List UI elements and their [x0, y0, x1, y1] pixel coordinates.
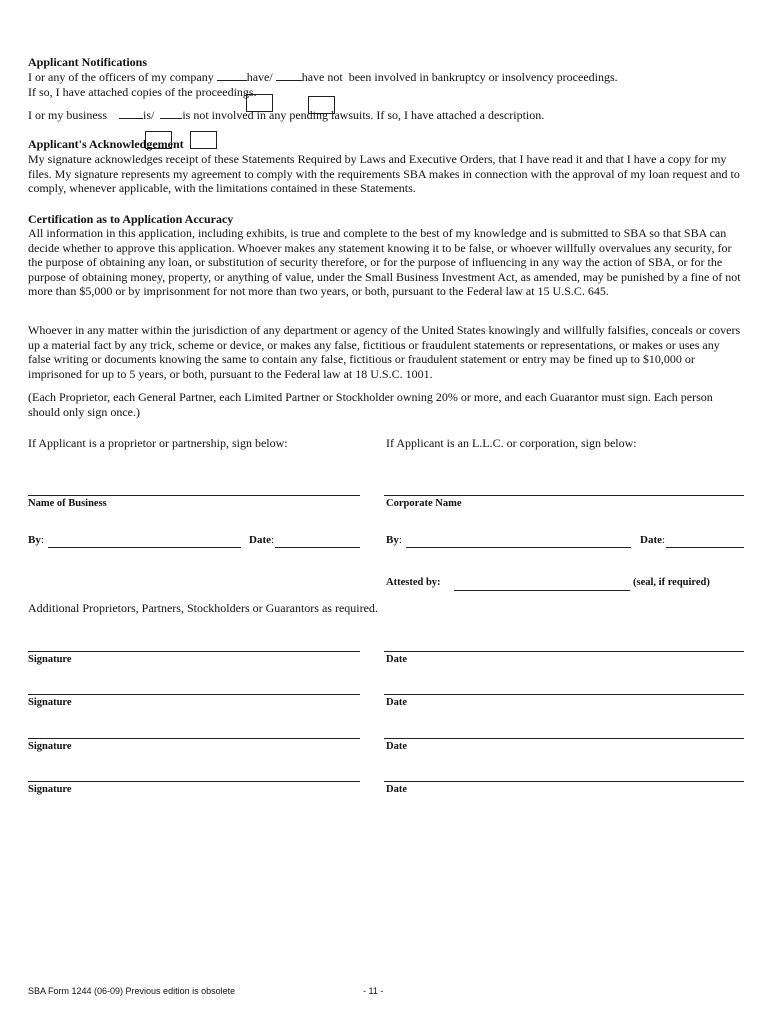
left-by-label: By:	[28, 534, 44, 546]
bankruptcy-statement	[28, 70, 618, 85]
right-by-field[interactable]	[406, 547, 631, 548]
bankruptcy-text-post: been involved in bankruptcy or insolvency proceedings.	[348, 70, 618, 84]
lawsuit-text-pre: I or my business	[28, 108, 107, 122]
signature-label-1: Signature	[28, 654, 72, 665]
acknowledgement-body: My signature acknowledges receipt of these Statements Required by Laws and Executive Orders, that I have read it and that I have a copy for my files. My signature represents my agreement to comply with the requirements SBA makes in connection with the approval of my loan request and to comply, whenever applicable, with the limitations contained in these Statements.	[28, 152, 740, 196]
left-by-field[interactable]	[48, 547, 241, 548]
corporation-intro: If Applicant is an L.L.C. or corporation, sign below:	[386, 436, 637, 450]
signature-line-1[interactable]	[28, 651, 360, 652]
additional-signers-note: Additional Proprietors, Partners, Stockholders or Guarantors as required.	[28, 601, 378, 615]
signature-line-4[interactable]	[28, 781, 360, 782]
date-line-2[interactable]	[384, 694, 744, 695]
is-not-checkbox[interactable]	[190, 131, 217, 149]
is-blank	[119, 118, 143, 119]
right-by-label: By:	[386, 534, 402, 546]
corporate-name-line[interactable]	[384, 495, 744, 496]
is-not-blank	[160, 118, 182, 119]
certification-paragraph-1: All information in this application, including exhibits, is true and complete to the best of my knowledge and is submitted to SBA so that SBA can decide whether to approve this application. Whoever makes any statement knowing it to be false, or whoever willfully overvalues any security, for the purpose of obtaining any loan, or substitution of security therefore, or for the purpose of influencing in any way the action of SBA, or for the purpose of obtaining money, property, or anything of value, under the Small Business Investment Act, as amended, may be punished by a fine of not more than $5,000 or by imprisonment for not more than two years, or both, pursuant to the Federal law at 15 U.S.C. 645.	[28, 226, 741, 299]
signature-line-2[interactable]	[28, 694, 360, 695]
attested-by-label: Attested by:	[386, 577, 441, 588]
certification-paragraph-2: Whoever in any matter within the jurisdiction of any department or agency of the United States knowingly and willfully falsifies, conceals or covers up a material fact by any trick, scheme or device, or makes any false, fictitious or fraudulent statements or representations, or makes or uses any false writing or documents knowing the same to contain any false, fictitious or fraudulent statement or entry may be fined up to $10,000 or imprisoned for up to 5 years, or both, pursuant to the Federal law at 18 U.S.C. 1001.	[28, 323, 741, 381]
date-line-4[interactable]	[384, 781, 744, 782]
date-line-3[interactable]	[384, 738, 744, 739]
have-checkbox[interactable]	[246, 94, 273, 112]
bankruptcy-text-pre: I or any of the officers of my company	[28, 70, 214, 84]
lawsuit-text-post: is not involved in any pending lawsuits. If so, I have attached a description.	[182, 108, 545, 122]
acknowledgement-heading: Applicant's Acknowledgement	[28, 137, 184, 151]
date-label-3: Date	[386, 741, 407, 752]
right-date-field[interactable]	[666, 547, 744, 548]
business-name-line[interactable]	[28, 495, 360, 496]
is-label: is/	[143, 108, 155, 122]
left-date-label: Date:	[249, 534, 275, 546]
right-date-label: Date:	[640, 534, 666, 546]
corporate-name-label: Corporate Name	[386, 498, 462, 509]
signature-label-4: Signature	[28, 784, 72, 795]
lawsuit-statement	[28, 108, 544, 123]
name-of-business-label: Name of Business	[28, 498, 107, 509]
date-line-1[interactable]	[384, 651, 744, 652]
signature-line-3[interactable]	[28, 738, 360, 739]
have-not-checkbox[interactable]	[308, 96, 335, 114]
have-label: have/	[246, 70, 273, 84]
date-label-4: Date	[386, 784, 407, 795]
seal-note: (seal, if required)	[633, 577, 710, 588]
form-identifier: SBA Form 1244 (06-09) Previous edition is obsolete	[28, 986, 236, 996]
page-number: - 11 -	[363, 986, 384, 996]
have-blank	[217, 80, 247, 81]
have-not-blank	[276, 80, 302, 81]
have-not-label: have not	[301, 70, 343, 84]
certification-heading: Certification as to Application Accuracy	[28, 212, 234, 226]
attested-by-field[interactable]	[454, 590, 630, 591]
notifications-heading: Applicant Notifications	[28, 55, 148, 69]
proceedings-statement: If so, I have attached copies of the proceedings.	[28, 85, 257, 99]
certification-paragraph-3: (Each Proprietor, each General Partner, each Limited Partner or Stockholder owning 20% or more, and each Guarantor must sign. Each person should only sign once.)	[28, 390, 713, 419]
signature-label-2: Signature	[28, 697, 72, 708]
date-label-2: Date	[386, 697, 407, 708]
left-date-field[interactable]	[275, 547, 360, 548]
date-label-1: Date	[386, 654, 407, 665]
proprietor-intro: If Applicant is a proprietor or partnership, sign below:	[28, 436, 288, 450]
signature-label-3: Signature	[28, 741, 72, 752]
